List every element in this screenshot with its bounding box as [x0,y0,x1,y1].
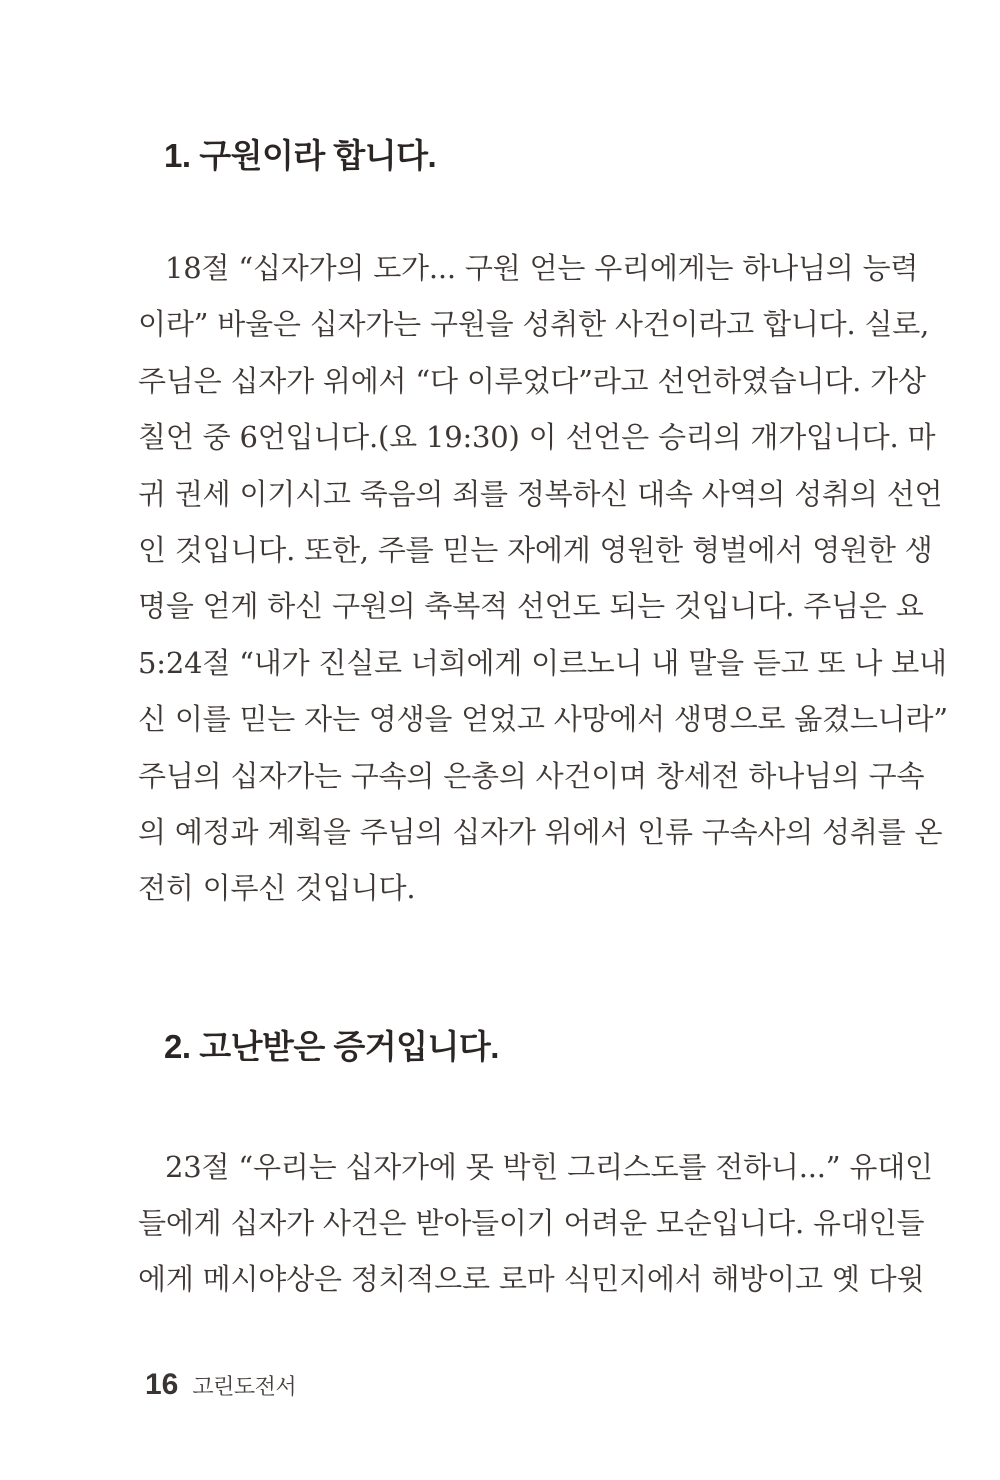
book-title: 고린도전서 [192,1374,297,1399]
paragraph-line: 귀 권세 이기시고 죽음의 죄를 정복하신 대속 사역의 성취의 선언 [138,476,943,511]
paragraph-line: 18절 “십자가의 도가... 구원 얻는 우리에게는 하나님의 능력 [165,251,919,285]
section-2-paragraph [138,1139,933,1308]
paragraph-line: 전히 이루신 것입니다. [138,871,416,906]
paragraph-line: 이라” 바울은 십자가는 구원을 성취한 사건이라고 합니다. 실로, [138,307,930,342]
paragraph-line: 칠언 중 6언입니다.(요 19:30) 이 선언은 승리의 개가입니다. 마 [138,420,936,455]
section-2-heading: 2. 고난받은 증거입니다. [164,1027,499,1065]
page-number: 16 [145,1368,179,1401]
paragraph-line: 23절 “우리는 십자가에 못 박힌 그리스도를 전하니...” 유대인 [165,1149,933,1184]
paragraph-line: 들에게 십자가 사건은 받아들이기 어려운 모순입니다. 유대인들 [138,1206,925,1241]
paragraph-line: 주님은 십자가 위에서 “다 이루었다”라고 선언하였습니다. 가상 [138,363,926,398]
page-footer [145,1368,296,1402]
paragraph-line: 신 이를 믿는 자는 영생을 얻었고 사망에서 생명으로 옮겼느니라” [138,702,948,737]
paragraph-line: 명을 얻게 하신 구원의 축복적 선언도 되는 것입니다. 주님은 요 [138,589,924,624]
section-1-paragraph [138,240,948,917]
paragraph-line: 에게 메시야상은 정치적으로 로마 식민지에서 해방이고 옛 다윗 [138,1262,925,1297]
paragraph-line: 주님의 십자가는 구속의 은총의 사건이며 창세전 하나님의 구속 [138,758,925,793]
paragraph-line: 인 것입니다. 또한, 주를 믿는 자에게 영원한 형벌에서 영원한 생 [138,532,933,567]
paragraph-line: 의 예정과 계획을 주님의 십자가 위에서 인류 구속사의 성취를 온 [138,814,943,849]
section-1-heading: 1. 구원이라 합니다. [164,137,437,174]
paragraph-line: 5:24절 “내가 진실로 너희에게 이르노니 내 말을 듣고 또 나 보내 [138,645,947,680]
